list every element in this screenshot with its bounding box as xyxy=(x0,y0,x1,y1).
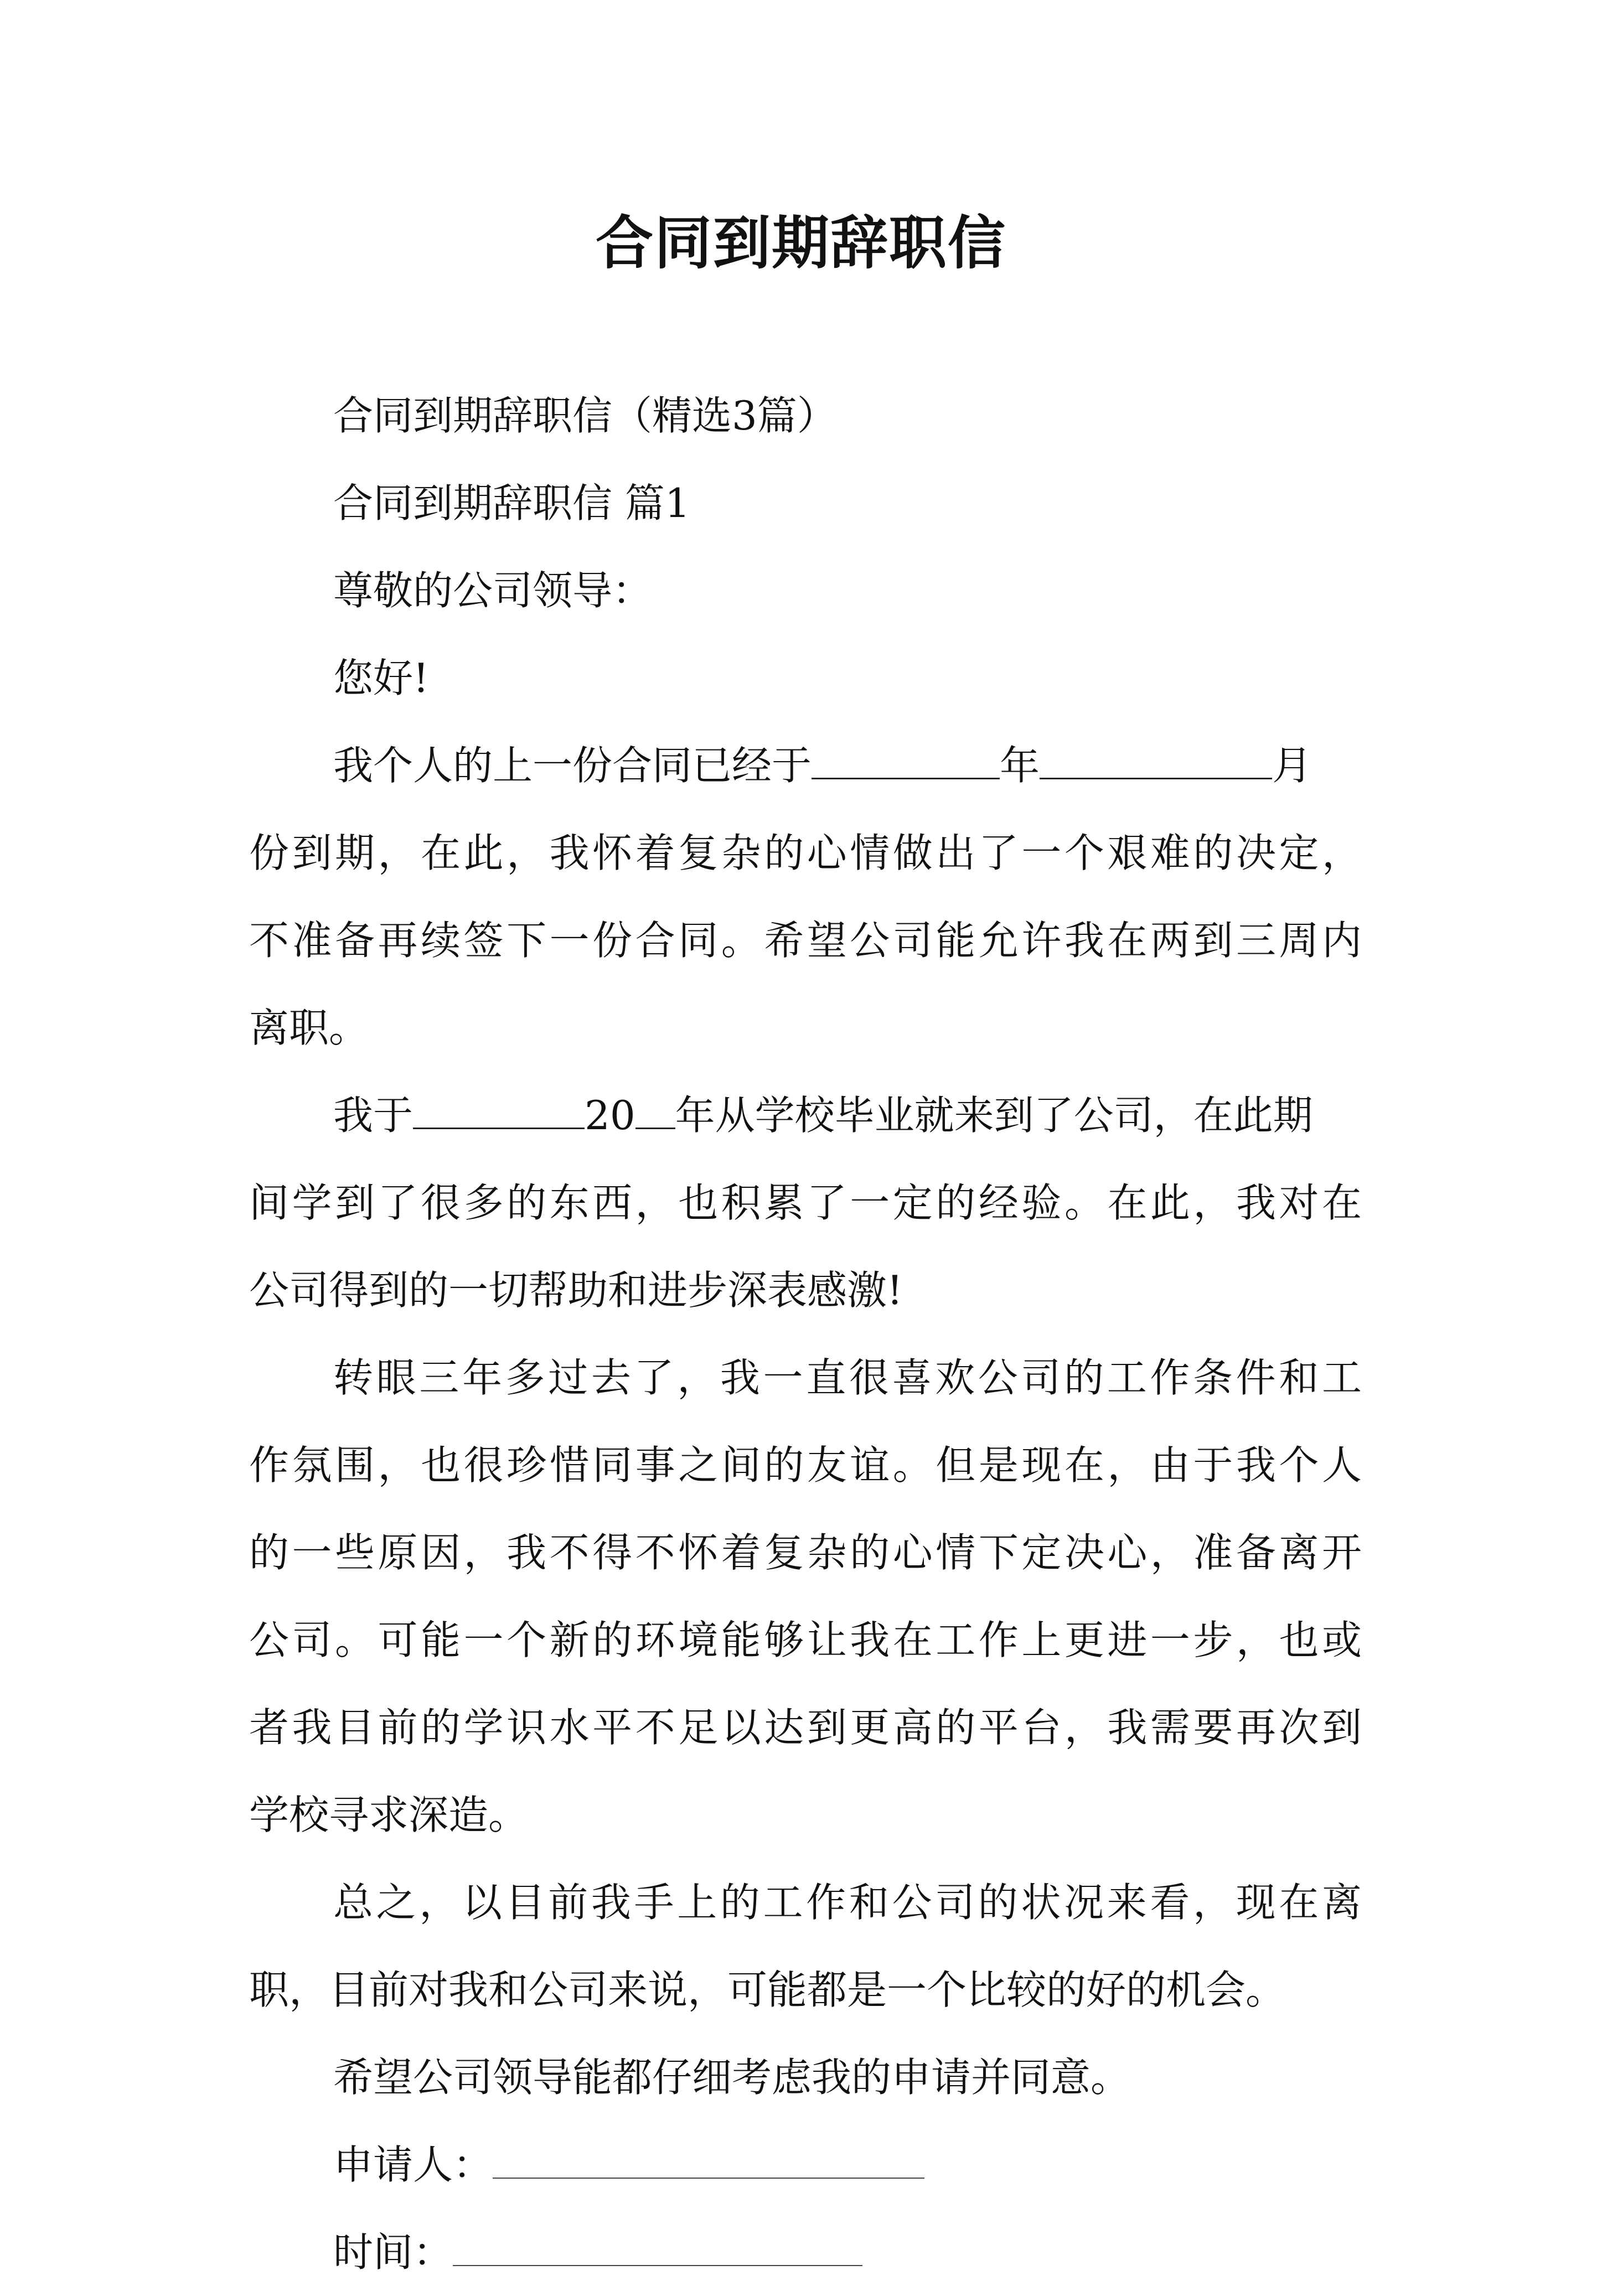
p1-text-c: 月 xyxy=(1272,742,1312,789)
year-blank xyxy=(812,743,1000,779)
month-blank xyxy=(1040,743,1272,779)
paragraph-1-line-1 xyxy=(249,722,1362,809)
paragraph-5: 希望公司领导能都仔细考虑我的申请并同意。 xyxy=(333,2054,1131,2101)
p2-text-a: 我于 xyxy=(333,1092,414,1139)
graduation-blank-1 xyxy=(413,1093,585,1129)
subtitle: 合同到期辞职信（精选3篇） xyxy=(333,392,837,439)
paragraph-4-line-1: 总之，以目前我手上的工作和公司的状况来看，现在离 xyxy=(333,1879,1362,1926)
applicant-blank xyxy=(493,2143,924,2179)
paragraph-1-line-4: 离职。 xyxy=(249,1005,369,1051)
paragraph-2-line-2: 间学到了很多的东西，也积累了一定的经验。在此，我对在 xyxy=(249,1180,1362,1226)
paragraph-2-line-1 xyxy=(249,1072,1362,1159)
applicant-line xyxy=(249,2121,1362,2209)
date-line xyxy=(249,2209,1362,2296)
p1-text-a: 我个人的上一份合同已经于 xyxy=(333,742,812,789)
p1-text-b: 年 xyxy=(1000,742,1040,789)
paragraph-3-line-4: 公司。可能一个新的环境能够让我在工作上更进一步，也或 xyxy=(249,1617,1362,1663)
section-heading: 合同到期辞职信 篇1 xyxy=(333,480,690,526)
date-blank xyxy=(453,2231,862,2266)
paragraph-4-line-2: 职，目前对我和公司来说，可能都是一个比较的好的机会。 xyxy=(249,1967,1286,2013)
p2-text-b: 20 xyxy=(585,1092,635,1139)
document-title: 合同到期辞职信 xyxy=(595,209,1006,277)
paragraph-1-line-2: 份到期，在此，我怀着复杂的心情做出了一个艰难的决定， xyxy=(249,830,1362,876)
greeting: 您好! xyxy=(333,655,429,701)
paragraph-3-line-3: 的一些原因，我不得不怀着复杂的心情下定决心，准备离开 xyxy=(249,1529,1362,1576)
paragraph-2-line-3: 公司得到的一切帮助和进步深表感激! xyxy=(249,1267,903,1314)
paragraph-3-line-6: 学校寻求深造。 xyxy=(249,1792,529,1838)
salutation: 尊敬的公司领导： xyxy=(333,567,653,614)
document-body xyxy=(249,372,1362,2296)
graduation-blank-2 xyxy=(635,1093,675,1129)
paragraph-3-line-5: 者我目前的学识水平不足以达到更高的平台，我需要再次到 xyxy=(249,1704,1362,1751)
paragraph-3-line-2: 作氛围，也很珍惜同事之间的友谊。但是现在，由于我个人 xyxy=(249,1442,1362,1488)
paragraph-3-line-1: 转眼三年多过去了，我一直很喜欢公司的工作条件和工 xyxy=(333,1354,1362,1401)
date-label: 时间： xyxy=(333,2229,453,2276)
p2-text-c: 年从学校毕业就来到了公司，在此期 xyxy=(675,1092,1313,1139)
applicant-label: 申请人： xyxy=(333,2142,493,2188)
paragraph-1-line-3: 不准备再续签下一份合同。希望公司能允许我在两到三周内 xyxy=(249,917,1362,964)
